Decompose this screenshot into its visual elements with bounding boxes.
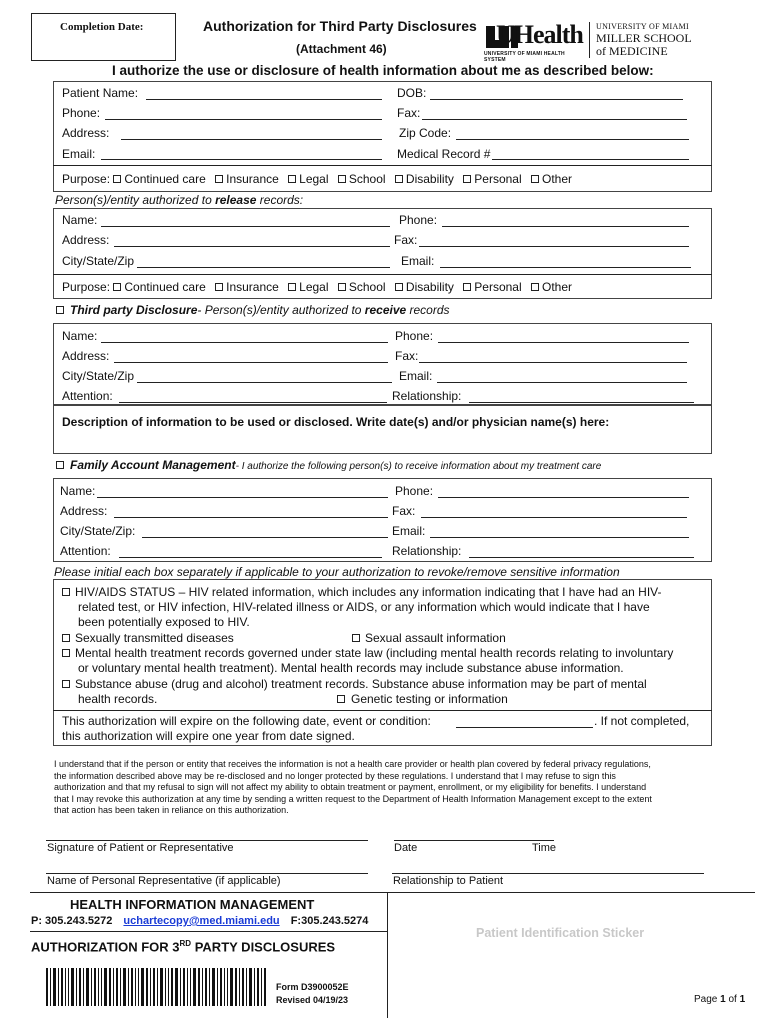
tp-city-label: City/State/Zip	[62, 369, 135, 383]
purpose-option: Legal	[299, 172, 329, 186]
purpose-option: Other	[542, 280, 573, 294]
purpose-checkbox-school[interactable]	[338, 175, 346, 183]
tp-name-label: Name:	[62, 329, 98, 343]
substance-text-2: health records.	[78, 692, 158, 706]
third-party-title-bold: Third party Disclosure	[70, 303, 198, 317]
fam-relationship-label: Relationship:	[392, 544, 462, 558]
completion-date-label: Completion Date:	[60, 21, 144, 33]
genetic-text: Genetic testing or information	[351, 692, 508, 706]
hiv-text-3: been potentially exposed to HIV.	[78, 615, 250, 629]
release-purpose-divider	[53, 274, 712, 275]
purpose-option: Other	[542, 172, 573, 186]
patient-purpose-row	[62, 172, 572, 186]
disclaimer-line: the information described above may be re-disclosed and no longer protected by these regulations. I understand that I may refuse to sign this	[54, 770, 616, 781]
release-purpose-checkbox-other[interactable]	[531, 283, 539, 291]
date-label: Date	[394, 842, 418, 854]
release-title-post: records:	[256, 193, 304, 207]
dob-label: DOB:	[397, 86, 427, 100]
fam-city-label: City/State/Zip:	[60, 524, 136, 538]
release-purpose-row	[62, 280, 572, 294]
expire-line1-b: . If not completed,	[594, 714, 690, 728]
purpose-option: Disability	[405, 172, 454, 186]
disclaimer-line: authorization and that my refusal to sign will not affect my ability to obtain treatment or payment, enrollment, or my eligibility for benefits. I understand	[54, 782, 647, 792]
purpose-checkbox-personal[interactable]	[463, 175, 471, 183]
patient-name-label: Patient Name:	[62, 86, 139, 100]
assault-checkbox[interactable]	[352, 634, 360, 642]
purpose-option: Insurance	[226, 280, 279, 294]
him-email-link[interactable]: uchartecopy@med.miami.edu	[123, 915, 280, 927]
substance-checkbox[interactable]	[62, 680, 70, 688]
rep-name-field[interactable]	[46, 873, 368, 874]
fam-city-field[interactable]	[142, 537, 388, 538]
release-purpose-checkbox-continued-care[interactable]	[113, 283, 121, 291]
third-party-title-mid: - Person(s)/entity authorized to	[197, 303, 365, 317]
patient-email-label: Email:	[62, 147, 96, 161]
patient-phone-label: Phone:	[62, 106, 101, 120]
signature-field[interactable]	[46, 840, 368, 841]
him-contact	[31, 915, 368, 927]
zip-label: Zip Code:	[399, 126, 452, 140]
tp-relationship-label: Relationship:	[392, 389, 462, 403]
page-number	[694, 994, 745, 1005]
school-name	[596, 22, 692, 58]
form-subtitle: (Attachment 46)	[296, 42, 387, 56]
release-name-label: Name:	[62, 213, 98, 227]
tp-fax-label: Fax:	[395, 349, 419, 363]
purpose-option: Continued care	[124, 172, 206, 186]
expire-divider	[53, 710, 712, 711]
purpose-option: School	[348, 280, 386, 294]
description-section[interactable]	[53, 405, 712, 454]
purpose-option: School	[348, 172, 386, 186]
mental-item	[62, 646, 673, 676]
barcode	[46, 968, 266, 1006]
form-title: Authorization for Third Party Disclosures	[203, 18, 477, 34]
patient-fax-label: Fax:	[397, 106, 421, 120]
him-title: HEALTH INFORMATION MANAGEMENT	[70, 897, 315, 912]
fam-name-label: Name:	[60, 484, 96, 498]
family-title-post: - I authorize the following person(s) to receive information about my treatment care	[235, 461, 602, 472]
patient-email-field[interactable]	[101, 159, 382, 160]
patient-fax-field[interactable]	[422, 119, 687, 120]
release-title-bold: release	[215, 193, 257, 207]
purpose-option: Legal	[299, 280, 329, 294]
tp-name-field[interactable]	[101, 342, 388, 343]
tp-address-field[interactable]	[114, 362, 388, 363]
purpose-divider	[53, 165, 712, 166]
page-total: 1	[739, 994, 746, 1005]
release-title-pre: Person(s)/entity authorized to	[55, 193, 216, 207]
page-current: 1	[720, 994, 726, 1005]
zip-field[interactable]	[456, 139, 689, 140]
release-city-label: City/State/Zip	[62, 254, 135, 268]
purpose-option: Insurance	[226, 172, 279, 186]
fam-fax-field[interactable]	[421, 517, 687, 518]
tp-fax-field[interactable]	[419, 362, 687, 363]
release-purpose-checkbox-insurance[interactable]	[215, 283, 223, 291]
purpose-label: Purpose:	[62, 280, 111, 294]
purpose-option: Disability	[405, 280, 454, 294]
form-title-a: AUTHORIZATION FOR 3	[31, 939, 180, 955]
family-title-bold: Family Account Management	[70, 458, 236, 472]
tp-attention-label: Attention:	[62, 389, 113, 403]
purpose-option: Personal	[474, 172, 522, 186]
logo-divider	[589, 22, 590, 58]
family-checkbox[interactable]	[56, 461, 64, 469]
family-section	[53, 478, 712, 562]
page-of: of	[725, 994, 740, 1005]
completion-date-box[interactable]	[31, 13, 176, 61]
fam-attention-field[interactable]	[119, 557, 382, 558]
time-label: Time	[532, 842, 557, 854]
mental-checkbox[interactable]	[62, 649, 70, 657]
release-title	[55, 193, 303, 207]
release-email-field[interactable]	[440, 267, 691, 268]
release-email-label: Email:	[401, 254, 435, 268]
third-party-section	[53, 323, 712, 405]
patient-address-field[interactable]	[121, 139, 382, 140]
release-fax-label: Fax:	[394, 233, 418, 247]
release-purpose-checkbox-personal[interactable]	[463, 283, 471, 291]
release-city-field[interactable]	[137, 267, 390, 268]
purpose-option: Personal	[474, 280, 522, 294]
hiv-text-1: HIV/AIDS STATUS – HIV related information, which includes any information indicating that I have had an HIV-	[75, 585, 662, 599]
hiv-checkbox[interactable]	[62, 588, 70, 596]
release-purpose-checkbox-legal[interactable]	[288, 283, 296, 291]
tp-phone-field[interactable]	[438, 342, 689, 343]
fam-address-label: Address:	[60, 504, 108, 518]
purpose-label: Purpose:	[62, 172, 111, 186]
form-title-b: PARTY DISCLOSURES	[191, 939, 336, 955]
substance-text-1: Substance abuse (drug and alcohol) treatment records. Substance abuse information may be part of mental	[75, 677, 647, 691]
std-text: Sexually transmitted diseases	[75, 631, 234, 645]
patient-name-field[interactable]	[146, 99, 382, 100]
uhealth-logo-sub: UNIVERSITY OF MIAMI HEALTH SYSTEM	[484, 51, 565, 63]
relationship-label: Relationship to Patient	[393, 875, 504, 887]
third-party-title-bold2: receive	[364, 303, 407, 317]
mental-text-1: Mental health treatment records governed under state law (including mental health records relating to involuntary	[75, 646, 674, 660]
purpose-checkbox-continued-care[interactable]	[113, 175, 121, 183]
purpose-checkbox-insurance[interactable]	[215, 175, 223, 183]
third-party-title-post: records	[406, 303, 450, 317]
mrn-field[interactable]	[492, 159, 689, 160]
dob-field[interactable]	[430, 99, 683, 100]
tp-city-field[interactable]	[137, 382, 392, 383]
expire-line2: this authorization will expire one year from date signed.	[62, 729, 355, 743]
school-line2: MILLER SCHOOL	[596, 31, 692, 45]
authorize-statement: I authorize the use or disclosure of health information about me as described below:	[112, 63, 654, 78]
school-line3: of MEDICINE	[596, 44, 668, 58]
fam-attention-label: Attention:	[60, 544, 111, 558]
tp-phone-label: Phone:	[395, 329, 434, 343]
disclaimer-line: that action has been taken in reliance on this authorization.	[54, 805, 289, 815]
uhealth-logo	[484, 20, 583, 63]
tp-attention-field[interactable]	[119, 402, 387, 403]
expire-field[interactable]	[456, 727, 593, 728]
disclaimer-line: I understand that if the person or entity that receives the information is not a health care provider or health plan covered by federal privacy regulations,	[54, 759, 651, 769]
third-party-checkbox[interactable]	[56, 306, 64, 314]
hiv-text-2: related test, or HIV infection, HIV-related illness or AIDS, or any information which would indicate that I have	[78, 600, 650, 614]
genetic-checkbox[interactable]	[337, 695, 345, 703]
fam-phone-field[interactable]	[438, 497, 689, 498]
tp-relationship-field[interactable]	[469, 402, 694, 403]
disclaimer-line: that I may revoke this authorization at any time by sending a written request to the Department of Health Information Management except to the extent	[54, 793, 652, 804]
school-line1: UNIVERSITY OF MIAMI	[596, 22, 689, 31]
release-name-field[interactable]	[101, 226, 390, 227]
fam-address-field[interactable]	[114, 517, 388, 518]
footer-inner-divider	[30, 931, 388, 932]
hiv-item	[62, 585, 662, 630]
release-phone-field[interactable]	[442, 226, 689, 227]
form-title-sup: RD	[179, 939, 192, 948]
him-phone: P: 305.243.5272	[31, 915, 113, 927]
tp-email-field[interactable]	[437, 382, 687, 383]
mrn-label: Medical Record #	[397, 147, 491, 161]
purpose-checkbox-other[interactable]	[531, 175, 539, 183]
release-phone-label: Phone:	[399, 213, 438, 227]
tp-email-label: Email:	[399, 369, 433, 383]
purpose-option: Continued care	[124, 280, 206, 294]
fam-email-field[interactable]	[430, 537, 689, 538]
uhealth-logo-text: UHealth	[496, 20, 583, 49]
form-number: Form D3900052E	[276, 982, 349, 992]
genetic-item	[337, 692, 508, 706]
release-address-label: Address:	[62, 233, 110, 247]
fam-relationship-field[interactable]	[469, 557, 694, 558]
rep-name-label: Name of Personal Representative (if applicable)	[47, 875, 281, 887]
third-party-title	[56, 303, 450, 317]
relationship-field[interactable]	[392, 873, 704, 874]
release-address-field[interactable]	[114, 246, 390, 247]
purpose-checkbox-legal[interactable]	[288, 175, 296, 183]
tp-address-label: Address:	[62, 349, 110, 363]
sensitive-instruction: Please initial each box separately if applicable to your authorization to revoke/remove sensitive information	[54, 565, 620, 579]
family-title	[56, 458, 601, 472]
page-prefix: Page	[694, 994, 721, 1005]
purpose-checkbox-disability[interactable]	[395, 175, 403, 183]
mental-text-2: or voluntary mental health treatment). Mental health records may include substance abuse information.	[78, 661, 624, 675]
std-checkbox[interactable]	[62, 634, 70, 642]
expire-line1-a: This authorization will expire on the following date, event or condition:	[62, 714, 431, 728]
signature-label: Signature of Patient or Representative	[47, 842, 234, 854]
fam-fax-label: Fax:	[392, 504, 416, 518]
disclaimer	[54, 759, 724, 817]
patient-address-label: Address:	[62, 126, 110, 140]
std-item	[62, 631, 234, 645]
release-fax-field[interactable]	[419, 246, 689, 247]
patient-phone-field[interactable]	[105, 119, 382, 120]
release-purpose-checkbox-school[interactable]	[338, 283, 346, 291]
fam-name-field[interactable]	[97, 497, 388, 498]
date-field[interactable]	[394, 840, 554, 841]
fam-phone-label: Phone:	[395, 484, 434, 498]
him-fax: F:305.243.5274	[290, 915, 369, 927]
fam-email-label: Email:	[392, 524, 426, 538]
form-title-footer	[31, 939, 335, 954]
assault-item	[352, 631, 506, 645]
assault-text: Sexual assault information	[365, 631, 506, 645]
revised-date: Revised 04/19/23	[276, 995, 349, 1005]
release-purpose-checkbox-disability[interactable]	[395, 283, 403, 291]
sticker-label: Patient Identification Sticker	[476, 926, 645, 940]
description-text: Description of information to be used or disclosed. Write date(s) and/or physician name(s) here:	[62, 415, 610, 429]
